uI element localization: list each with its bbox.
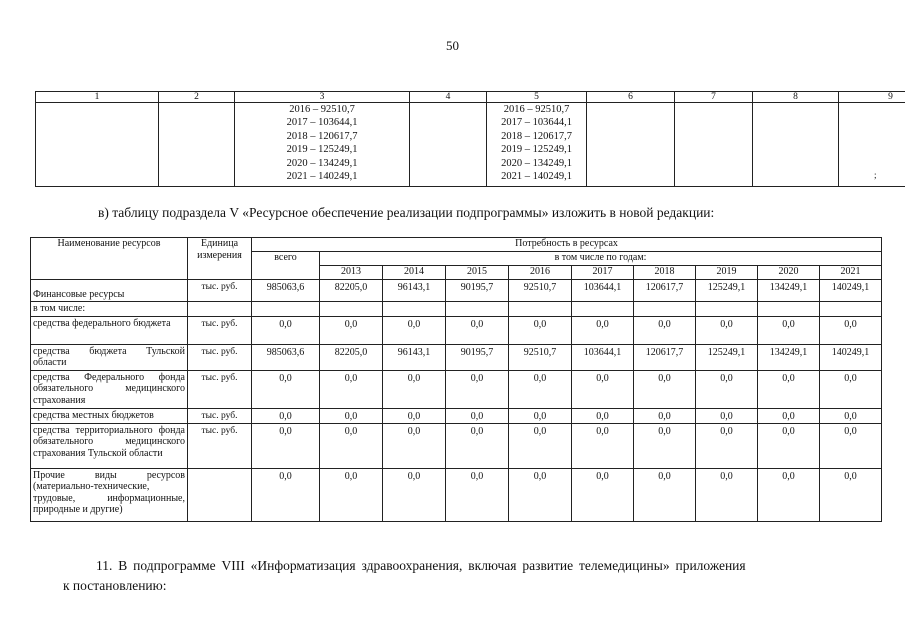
year-value-cell [446,302,509,317]
year-value-cell: 0,0 [758,370,820,408]
page-number: 50 [446,38,459,53]
resource-name-header: Наименование ресурсов [31,238,188,280]
total-cell: 0,0 [252,370,320,408]
year-value-cell: 92510,7 [509,280,572,302]
table-row [31,316,882,344]
year-value-cell: 0,0 [820,408,882,423]
total-cell: 0,0 [252,408,320,423]
year-value-cell: 0,0 [696,316,758,344]
year-value: 2017 – 103644,1 [286,117,358,129]
resource-name: Прочие виды ресурсов (материально-технические, трудовые, информационные, природные и другие) [31,468,188,521]
year-value-cell: 0,0 [446,370,509,408]
year-header: 2015 [446,266,509,280]
col-header: 5 [487,92,587,103]
year-value-cell [634,302,696,317]
total-cell: 985063,6 [252,280,320,302]
table-cell [753,103,839,187]
year-value-cell: 96143,1 [383,280,446,302]
year-value-cell: 0,0 [572,423,634,468]
year-value-cell: 0,0 [320,408,383,423]
col-header: 4 [410,92,487,103]
year-value-cell: 0,0 [758,468,820,521]
year-value: 2016 – 92510,7 [289,104,355,115]
year-value-cell: 0,0 [572,370,634,408]
year-value-cell: 0,0 [634,316,696,344]
year-value-cell: 120617,7 [634,280,696,302]
year-value: 2021 – 140249,1 [501,171,572,183]
year-value-cell: 0,0 [758,408,820,423]
table-cell [675,103,753,187]
year-header: 2019 [696,266,758,280]
unit-cell: тыс. руб. [188,344,252,370]
year-value-cell: 0,0 [383,423,446,468]
resource-name: средства местных бюджетов [31,408,188,423]
year-value-cell: 0,0 [446,408,509,423]
year-value-cell: 0,0 [820,316,882,344]
by-year-header: в том числе по годам: [320,252,882,266]
year-value-cell: 0,0 [383,370,446,408]
year-value-cell: 0,0 [509,316,572,344]
resource-name: в том числе: [31,302,188,317]
total-cell [252,302,320,317]
year-value-cell [383,302,446,317]
year-value: 2018 – 120617,7 [286,130,358,142]
resources-table [30,237,882,522]
table-row [31,468,882,521]
year-value-cell: 125249,1 [696,280,758,302]
year-value-cell [320,302,383,317]
year-value-cell: 0,0 [320,468,383,521]
need-header: Потребность в ресурсах [252,238,882,252]
year-value-cell: 0,0 [696,370,758,408]
unit-cell: тыс. руб. [188,280,252,302]
year-value-cell: 125249,1 [696,344,758,370]
year-value-cell: 134249,1 [758,280,820,302]
unit-header: Единица измерения [188,238,252,280]
year-value-cell: 140249,1 [820,344,882,370]
year-value-cell: 92510,7 [509,344,572,370]
year-header: 2020 [758,266,820,280]
paragraph-11-line2: к постановлению: [63,578,167,593]
continuation-body-row [36,103,905,187]
year-value-cell: 0,0 [696,408,758,423]
year-value-cell: 0,0 [383,316,446,344]
header-row-1 [31,238,882,252]
resource-name: средства территориального фонда обязательного медицинского страхования Тульской области [31,423,188,468]
year-value-cell: 0,0 [820,468,882,521]
unit-cell: тыс. руб. [188,316,252,344]
year-value-cell: 140249,1 [820,280,882,302]
year-value-cell: 0,0 [320,316,383,344]
year-header: 2013 [320,266,383,280]
table-cell [159,103,235,187]
table-cell [410,103,487,187]
year-value-cell [509,302,572,317]
total-header: всего [252,252,320,280]
table-row [31,370,882,408]
col5-year-values [487,103,587,187]
year-header: 2018 [634,266,696,280]
year-value-cell: 0,0 [634,423,696,468]
year-value: 2020 – 134249,1 [286,157,358,169]
year-value-cell: 0,0 [509,408,572,423]
col-header: 7 [675,92,753,103]
year-value-cell: 0,0 [758,423,820,468]
col3-year-values [235,103,410,187]
side-mark: ; [874,170,877,180]
year-value-cell: 0,0 [320,370,383,408]
year-value: 2020 – 134249,1 [501,157,572,169]
year-value-cell: 0,0 [634,408,696,423]
intro-paragraph: в) таблицу подраздела V «Ресурсное обеспечение реализации подпрограммы» изложить в новой редакции: [98,205,715,220]
col-header: 1 [36,92,159,103]
year-value-cell: 82205,0 [320,280,383,302]
year-value-cell [696,302,758,317]
year-header: 2017 [572,266,634,280]
year-value-cell: 0,0 [509,370,572,408]
year-value-cell: 0,0 [634,370,696,408]
year-value-cell: 90195,7 [446,344,509,370]
table-row [31,344,882,370]
total-cell: 0,0 [252,468,320,521]
year-value: 2017 – 103644,1 [501,117,572,129]
year-value-cell: 0,0 [696,423,758,468]
table-cell [587,103,675,187]
year-value-cell [758,302,820,317]
table-row [31,280,882,302]
continuation-header-row [36,92,905,103]
col-header: 8 [753,92,839,103]
year-value: 2018 – 120617,7 [501,130,572,142]
year-value-cell: 0,0 [446,423,509,468]
year-header: 2021 [820,266,882,280]
year-value: 2021 – 140249,1 [286,171,358,183]
year-value-cell: 0,0 [383,408,446,423]
year-value-cell: 96143,1 [383,344,446,370]
col-header: 3 [235,92,410,103]
year-value-cell [820,302,882,317]
unit-cell [188,468,252,521]
year-value-cell: 0,0 [509,468,572,521]
table-cell [839,103,905,187]
year-value-cell: 103644,1 [572,280,634,302]
year-value-cell: 0,0 [572,408,634,423]
year-value-cell: 90195,7 [446,280,509,302]
resource-name: средства федерального бюджета [31,316,188,344]
year-value: 2019 – 125249,1 [501,144,572,156]
resource-name: Финансовые ресурсы [31,280,188,302]
year-value-cell: 103644,1 [572,344,634,370]
year-value-cell: 0,0 [446,468,509,521]
year-value-cell: 0,0 [572,468,634,521]
col-header: 2 [159,92,235,103]
col-header: 9 [839,92,905,103]
year-value-cell: 0,0 [820,423,882,468]
unit-cell [188,302,252,317]
year-value-cell: 0,0 [320,423,383,468]
year-value-cell: 82205,0 [320,344,383,370]
year-value-cell: 0,0 [383,468,446,521]
resource-name: средства Федерального фонда обязательного медицинского страхования [31,370,188,408]
continuation-table [35,91,905,187]
table-row [31,423,882,468]
year-value-cell: 134249,1 [758,344,820,370]
unit-cell: тыс. руб. [188,423,252,468]
total-cell: 985063,6 [252,344,320,370]
year-value: 2019 – 125249,1 [286,144,358,156]
total-cell: 0,0 [252,316,320,344]
total-cell: 0,0 [252,423,320,468]
resource-name: средства бюджета Тульской области [31,344,188,370]
year-value-cell: 0,0 [572,316,634,344]
year-value-cell: 0,0 [446,316,509,344]
year-value-cell: 0,0 [696,468,758,521]
year-value: 2016 – 92510,7 [503,104,570,115]
col-header: 6 [587,92,675,103]
year-value-cell: 0,0 [634,468,696,521]
year-value-cell: 0,0 [820,370,882,408]
table-cell [36,103,159,187]
year-header: 2014 [383,266,446,280]
paragraph-11-line1: 11. В подпрограмме VIII «Информатизация здравоохранения, включая развитие телемедицины» приложения [96,558,746,573]
unit-cell: тыс. руб. [188,408,252,423]
year-value-cell: 0,0 [509,423,572,468]
year-value-cell: 0,0 [758,316,820,344]
year-value-cell [572,302,634,317]
unit-cell: тыс. руб. [188,370,252,408]
year-header: 2016 [509,266,572,280]
table-row [31,408,882,423]
year-value-cell: 120617,7 [634,344,696,370]
table-row [31,302,882,317]
